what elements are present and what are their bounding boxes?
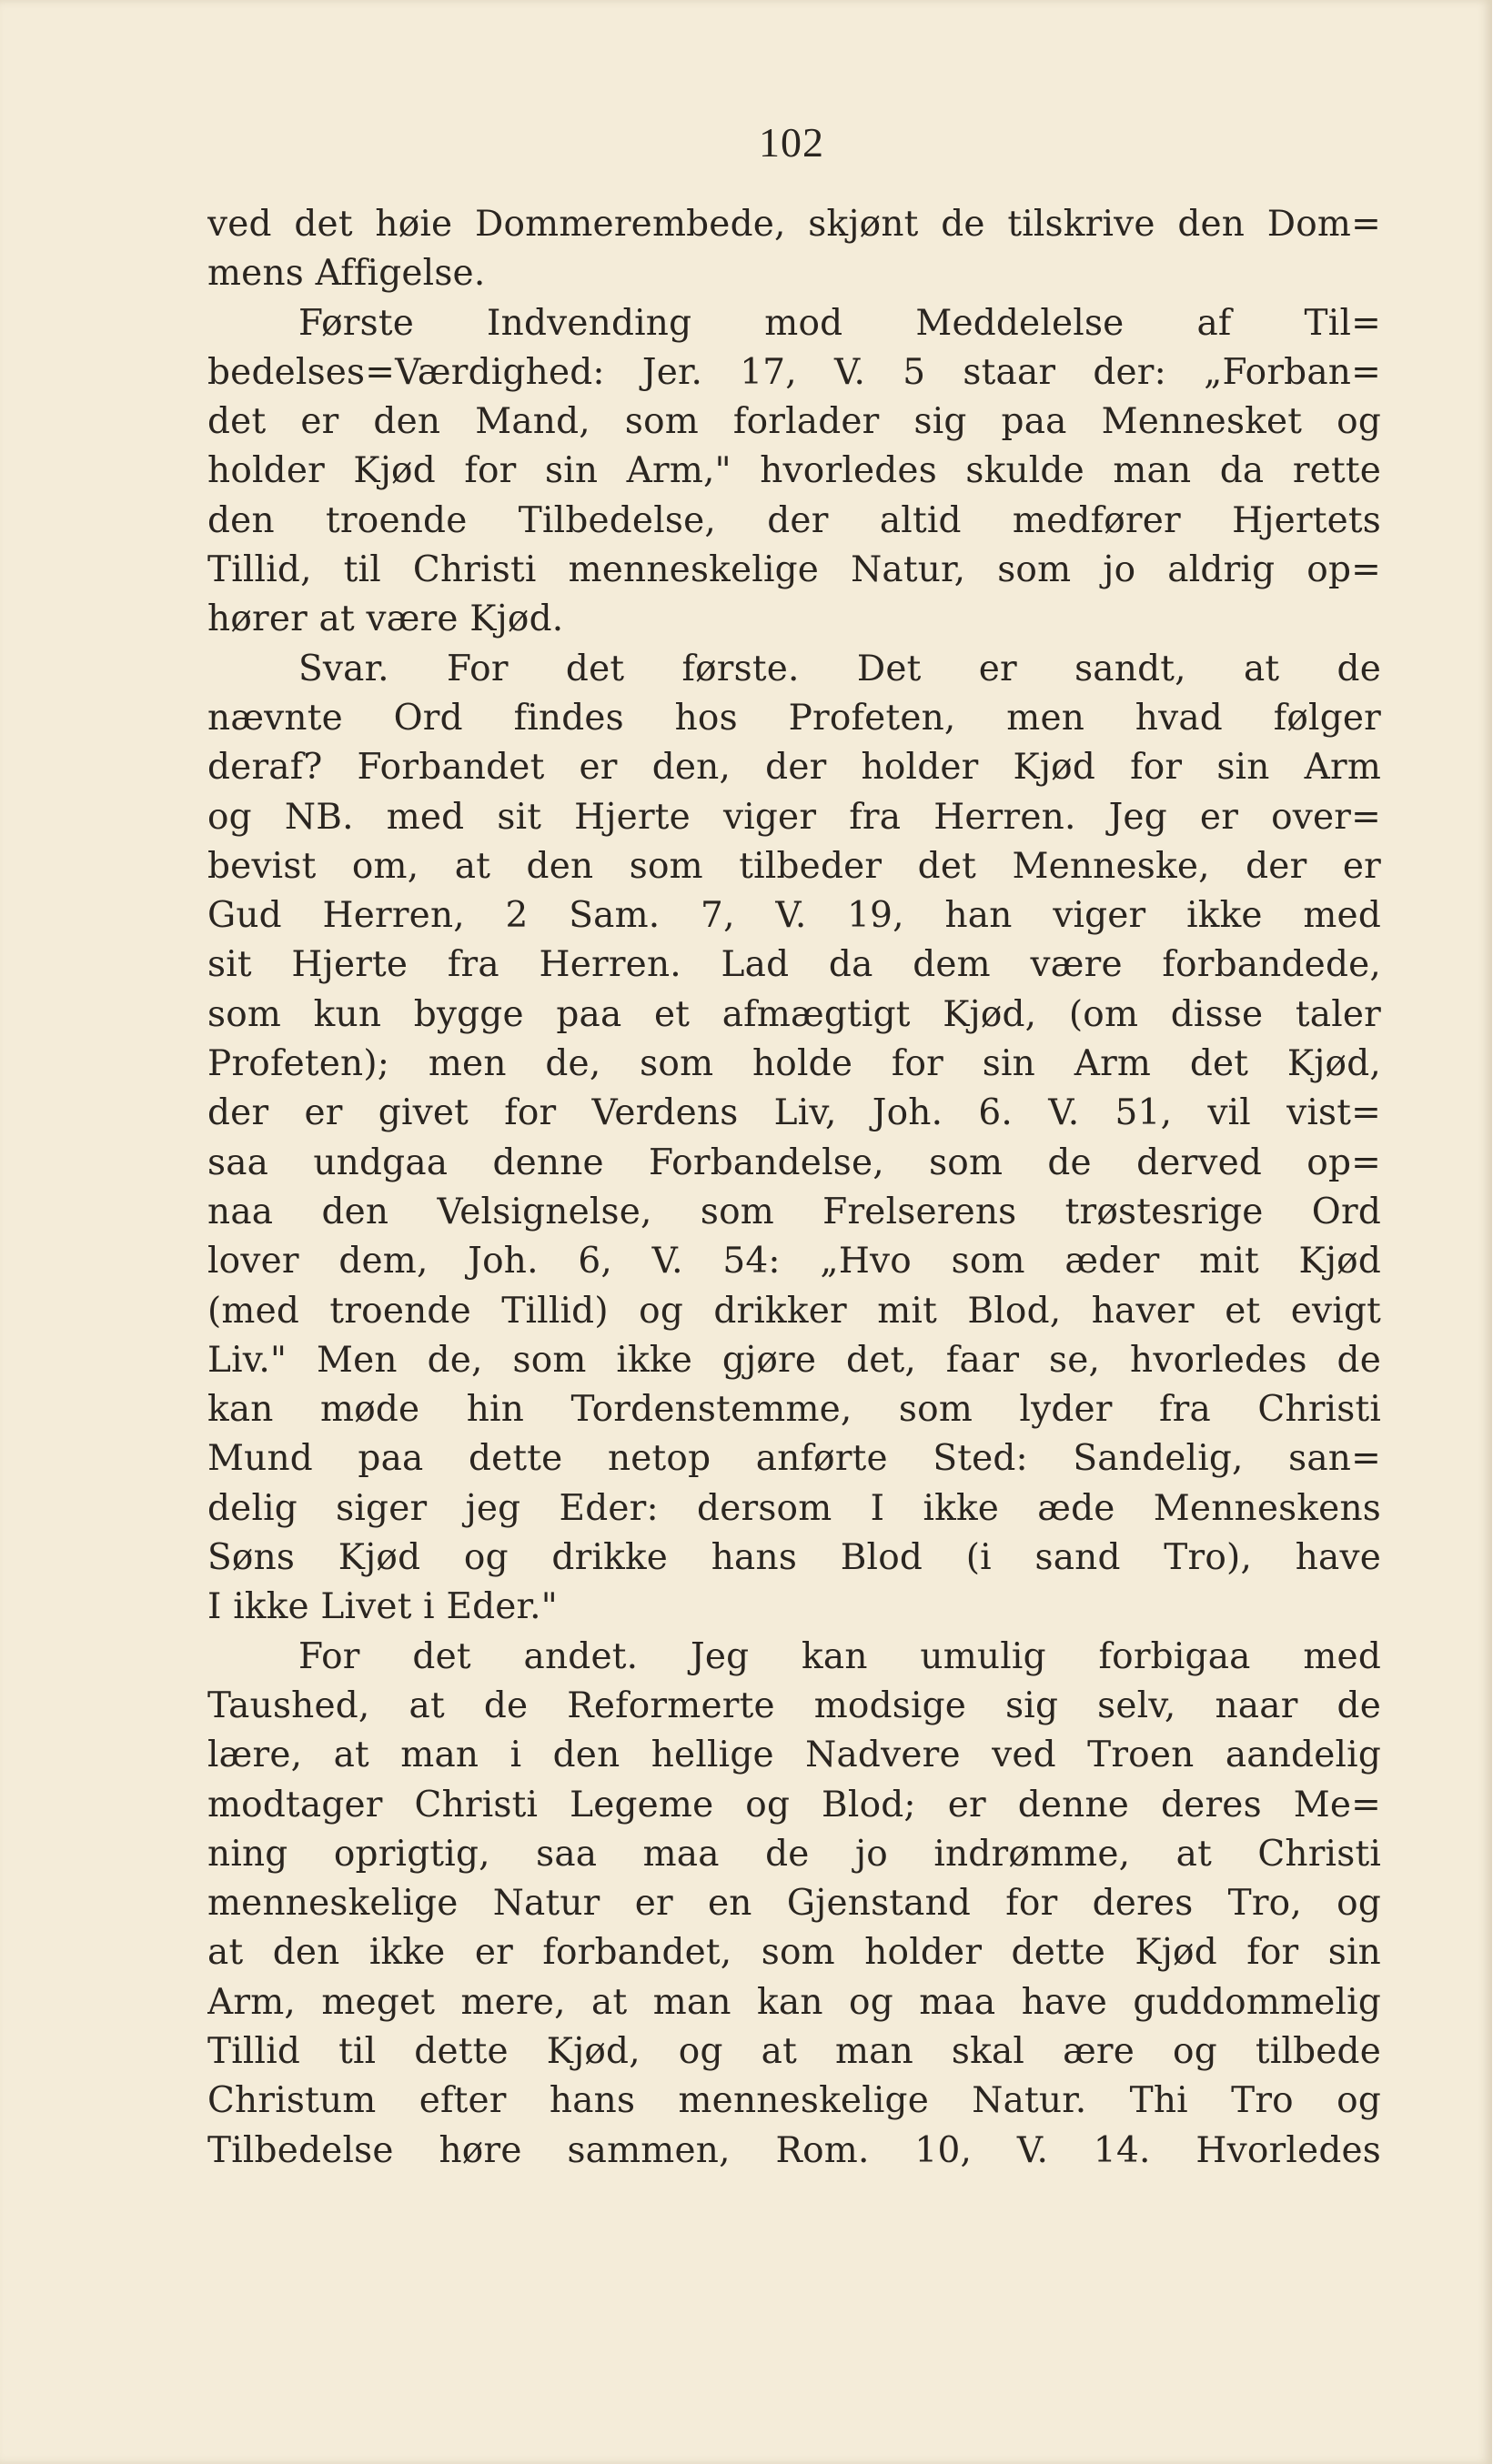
text-line: og NB. med sit Hjerte viger fra Herren. Jeg er over= (207, 796, 1381, 838)
text-line: lære, at man i den hellige Nadvere ved Troen aandelig (207, 1735, 1381, 1776)
text-line: modtager Christi Legeme og Blod; er denne deres Me= (207, 1784, 1381, 1825)
text-line: den troende Tilbedelse, der altid medfører Hjertets (207, 499, 1381, 541)
page-number: 102 (759, 119, 824, 166)
text-line: at den ikke er forbandet, som holder dette Kjød for sin (207, 1932, 1381, 1974)
text-line: Svar. For det første. Det er sandt, at de (298, 648, 1381, 689)
text-line: der er givet for Verdens Liv, Joh. 6. V. 51, vil vist= (207, 1092, 1381, 1134)
text-line: ved det høie Dommerembede, skjønt de tilskrive den Dom= (207, 204, 1381, 245)
text-line: mens Affigelse. (207, 253, 486, 295)
body-text (207, 200, 1381, 2438)
text-line: bevist om, at den som tilbeder det Menneske, der er (207, 845, 1381, 887)
text-line: Mund paa dette netop anførte Sted: Sandelig, san= (207, 1438, 1381, 1480)
text-line: som kun bygge paa et afmægtigt Kjød, (om disse taler (207, 993, 1381, 1035)
text-line: deraf? Forbandet er den, der holder Kjød for sin Arm (207, 747, 1381, 789)
text-line: saa undgaa denne Forbandelse, som de derved op= (207, 1141, 1381, 1183)
text-line: Tillid, til Christi menneskelige Natur, som jo aldrig op= (207, 549, 1381, 591)
text-line: Arm, meget mere, at man kan og maa have guddommelig (207, 1981, 1381, 2023)
text-line: Tilbedelse høre sammen, Rom. 10, V. 14. Hvorledes (207, 2129, 1381, 2171)
text-line: ning oprigtig, saa maa de jo indrømme, at Christi (207, 1833, 1381, 1875)
text-line: menneskelige Natur er en Gjenstand for deres Tro, og (207, 1883, 1381, 1925)
text-line: Gud Herren, 2 Sam. 7, V. 19, han viger ikke med (207, 895, 1381, 937)
text-line: Tillid til dette Kjød, og at man skal ære og tilbede (207, 2030, 1381, 2072)
text-line: I ikke Livet i Eder." (207, 1586, 558, 1628)
text-line: hører at være Kjød. (207, 598, 564, 640)
text-line: delig siger jeg Eder: dersom I ikke æde Menneskens (207, 1487, 1381, 1529)
text-line: Søns Kjød og drikke hans Blod (i sand Tro), have (207, 1537, 1381, 1579)
text-line: naa den Velsignelse, som Frelserens trøstesrige Ord (207, 1191, 1381, 1232)
text-line: Første Indvending mod Meddelelse af Til= (298, 302, 1381, 344)
text-line: Taushed, at de Reformerte modsige sig selv, naar de (207, 1685, 1381, 1726)
text-line: Profeten); men de, som holde for sin Arm det Kjød, (207, 1043, 1381, 1085)
text-line: lover dem, Joh. 6, V. 54: „Hvo som æder mit Kjød (207, 1241, 1381, 1282)
text-line: holder Kjød for sin Arm," hvorledes skulde man da rette (207, 450, 1381, 492)
text-line: (med troende Tillid) og drikker mit Blod, haver et evigt (207, 1290, 1381, 1332)
text-line: kan møde hin Tordenstemme, som lyder fra Christi (207, 1389, 1381, 1431)
text-line: det er den Mand, som forlader sig paa Mennesket og (207, 401, 1381, 443)
text-line: Liv." Men de, som ikke gjøre det, faar se, hvorledes de (207, 1339, 1381, 1381)
text-line: sit Hjerte fra Herren. Lad da dem være forbandede, (207, 944, 1381, 986)
page-edge (1492, 0, 1503, 2464)
text-line: Christum efter hans menneskelige Natur. Thi Tro og (207, 2080, 1381, 2122)
text-line: nævnte Ord findes hos Profeten, men hvad følger (207, 697, 1381, 739)
text-line: For det andet. Jeg kan umulig forbigaa med (298, 1635, 1381, 1677)
text-line: bedelses=Værdighed: Jer. 17, V. 5 staar der: „Forban= (207, 351, 1381, 393)
